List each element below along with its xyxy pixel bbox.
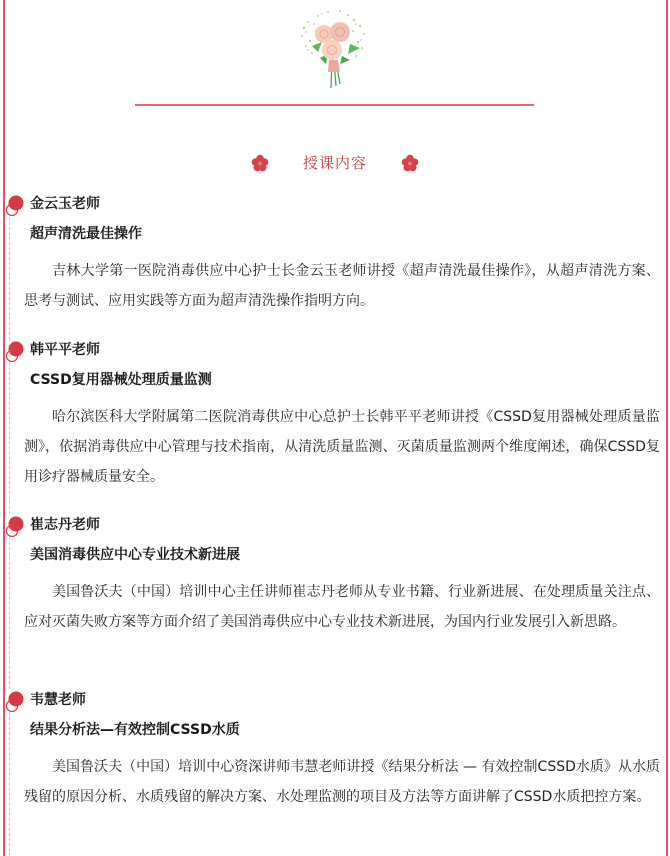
lecture-description: 吉林大学第一医院消毒供应中心护士长金云玉老师讲授《超声清洗最佳操作》，从超声清洗方案、思考与测试、应用实践等方面为超声清洗操作指明方向。 <box>24 263 660 309</box>
plum-blossom-icon <box>401 154 419 172</box>
left-frame-border <box>3 0 5 856</box>
teacher-name: 崔志丹老师 <box>30 517 100 533</box>
lecture-topic: 超声清洗最佳操作 <box>30 226 142 242</box>
teacher-name: 韦慧老师 <box>30 692 86 708</box>
lecture-topic: CSSD复用器械处理质量监测 <box>30 372 212 388</box>
lecture-topic: 结果分析法—有效控制CSSD水质 <box>30 722 240 738</box>
timeline-marker-icon <box>4 690 26 712</box>
timeline-dashed-line <box>9 362 10 514</box>
timeline-marker-icon <box>4 515 26 537</box>
teacher-name: 金云玉老师 <box>30 196 100 212</box>
timeline-dashed-line <box>9 537 10 689</box>
timeline-marker-icon <box>4 340 26 362</box>
lecture-description: 美国鲁沃夫（中国）培训中心主任讲师崔志丹老师从专业书籍、行业新进展、在处理质量关注点、应对灭菌失败方案等方面介绍了美国消毒供应中心专业技术新进展，为国内行业发展引入新思路。 <box>24 584 660 630</box>
teacher-name: 韩平平老师 <box>30 342 100 358</box>
timeline-dashed-line <box>9 212 10 340</box>
plum-blossom-icon <box>251 154 269 172</box>
lecture-description: 哈尔滨医科大学附属第二医院消毒供应中心总护士长韩平平老师讲授《CSSD复用器械处理质量监测》，依据消毒供应中心管理与技术指南，从清洗质量监测、灭菌质量监测两个维度阐述，确保CSSD复用诊疗器械质量安全。 <box>24 409 660 485</box>
section-title-text: 授课内容 <box>302 154 367 172</box>
lecture-description: 美国鲁沃夫（中国）培训中心资深讲师韦慧老师讲授《结果分析法 — 有效控制CSSD水质》从水质残留的原因分析、水质残留的解决方案、水处理监测的项目及方法等方面讲解了CSSD水质把控方案。 <box>24 759 660 805</box>
right-frame-border <box>666 0 668 856</box>
header-divider <box>135 104 534 106</box>
section-title <box>0 152 670 173</box>
timeline-marker-icon <box>4 194 26 216</box>
rose-bouquet-icon <box>298 6 368 90</box>
timeline-dashed-line <box>9 712 10 856</box>
lecture-topic: 美国消毒供应中心专业技术新进展 <box>30 547 240 563</box>
